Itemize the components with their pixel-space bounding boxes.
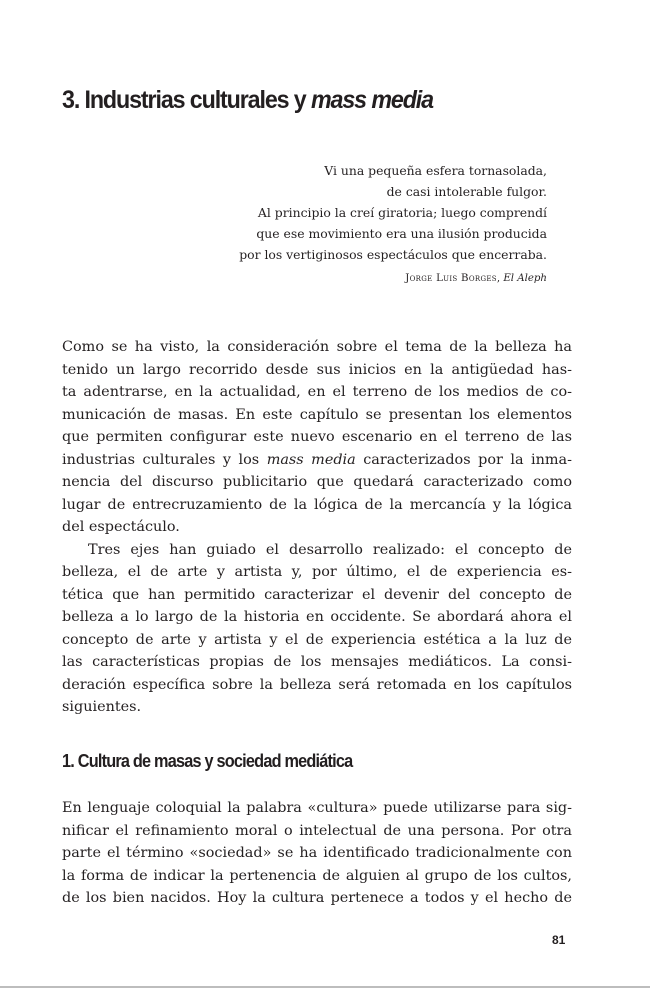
- text-line: de los bien nacidos. Hoy la cultura pertenece a todos y el hecho de: [62, 890, 572, 906]
- text-line: nificar el refinamiento moral o intelectual de una persona. Por otra: [62, 822, 572, 839]
- epigraph-line: que ese movimiento era una ilusión producida: [256, 226, 547, 241]
- text-line: belleza, el de arte y artista y, por último, el de experiencia es-: [62, 564, 572, 580]
- epigraph-line: Vi una pequeña esfera tornasolada,: [324, 163, 547, 178]
- text-line: que permiten configurar este nuevo escenario en el terreno de las: [62, 429, 572, 445]
- text-line: siguientes.: [62, 699, 142, 715]
- chapter-title: [62, 86, 433, 115]
- epigraph-work: El Aleph: [503, 273, 547, 284]
- text-line: parte el término «sociedad» se ha identificado tradicionalmente con: [62, 845, 572, 861]
- text-line: belleza a lo largo de la historia en occidente. Se abordará ahora el: [62, 609, 572, 625]
- text-line: [62, 449, 572, 472]
- text-fragment: industrias culturales y los: [62, 451, 267, 468]
- text-line: municación de masas. En este capítulo se presentan los elementos: [62, 406, 572, 423]
- epigraph-line: por los vertiginosos espectáculos que encerraba.: [239, 247, 547, 262]
- chapter-title-text: 3. Industrias culturales y: [62, 86, 311, 114]
- text-line: la forma de indicar la pertenencia de alguien al grupo de los cultos,: [62, 867, 572, 884]
- text-line: las características propias de los mensajes mediáticos. La consi-: [62, 654, 572, 670]
- body-paragraph-1: [62, 336, 572, 539]
- text-line: concepto de arte y artista y el de experiencia estética a la luz de: [62, 631, 572, 648]
- body-paragraph-2: [62, 539, 572, 719]
- epigraph-author: Jorge Luis Borges: [405, 273, 497, 284]
- text-line: del espectáculo.: [62, 519, 180, 535]
- text-fragment: caracterizados por la inma-: [355, 451, 572, 468]
- epigraph-attribution: [127, 268, 547, 289]
- text-line: ta adentrarse, en la actualidad, en el terreno de los medios de co-: [62, 384, 572, 400]
- text-line: En lenguaje coloquial la palabra «cultura» puede utilizarse para sig-: [62, 800, 572, 816]
- page-number: 81: [552, 933, 566, 947]
- body-paragraph-3: [62, 797, 572, 910]
- epigraph-line: Al principio la creí giratoria; luego comprendí: [257, 205, 547, 220]
- epigraph: [127, 160, 547, 289]
- text-line: tética que han permitido caracterizar el devenir del concepto de: [62, 586, 572, 603]
- text-fragment-italic: mass media: [266, 451, 356, 468]
- chapter-title-italic: mass media: [310, 86, 433, 114]
- epigraph-separator: ,: [496, 273, 504, 284]
- epigraph-line: de casi intolerable fulgor.: [386, 184, 547, 199]
- text-line: nencia del discurso publicitario que quedará caracterizado como: [62, 474, 572, 490]
- text-line: Tres ejes han guiado el desarrollo realizado: el concepto de: [88, 541, 572, 558]
- section-heading: 1. Cultura de masas y sociedad mediática: [62, 750, 353, 771]
- text-line: tenido un largo recorrido desde sus inicios en la antigüedad has-: [62, 361, 572, 378]
- text-line: lugar de entrecruzamiento de la lógica de la mercancía y la lógica: [62, 496, 572, 513]
- text-line: deración específica sobre la belleza será retomada en los capítulos: [62, 676, 572, 693]
- text-line: Como se ha visto, la consideración sobre el tema de la belleza ha: [62, 339, 572, 355]
